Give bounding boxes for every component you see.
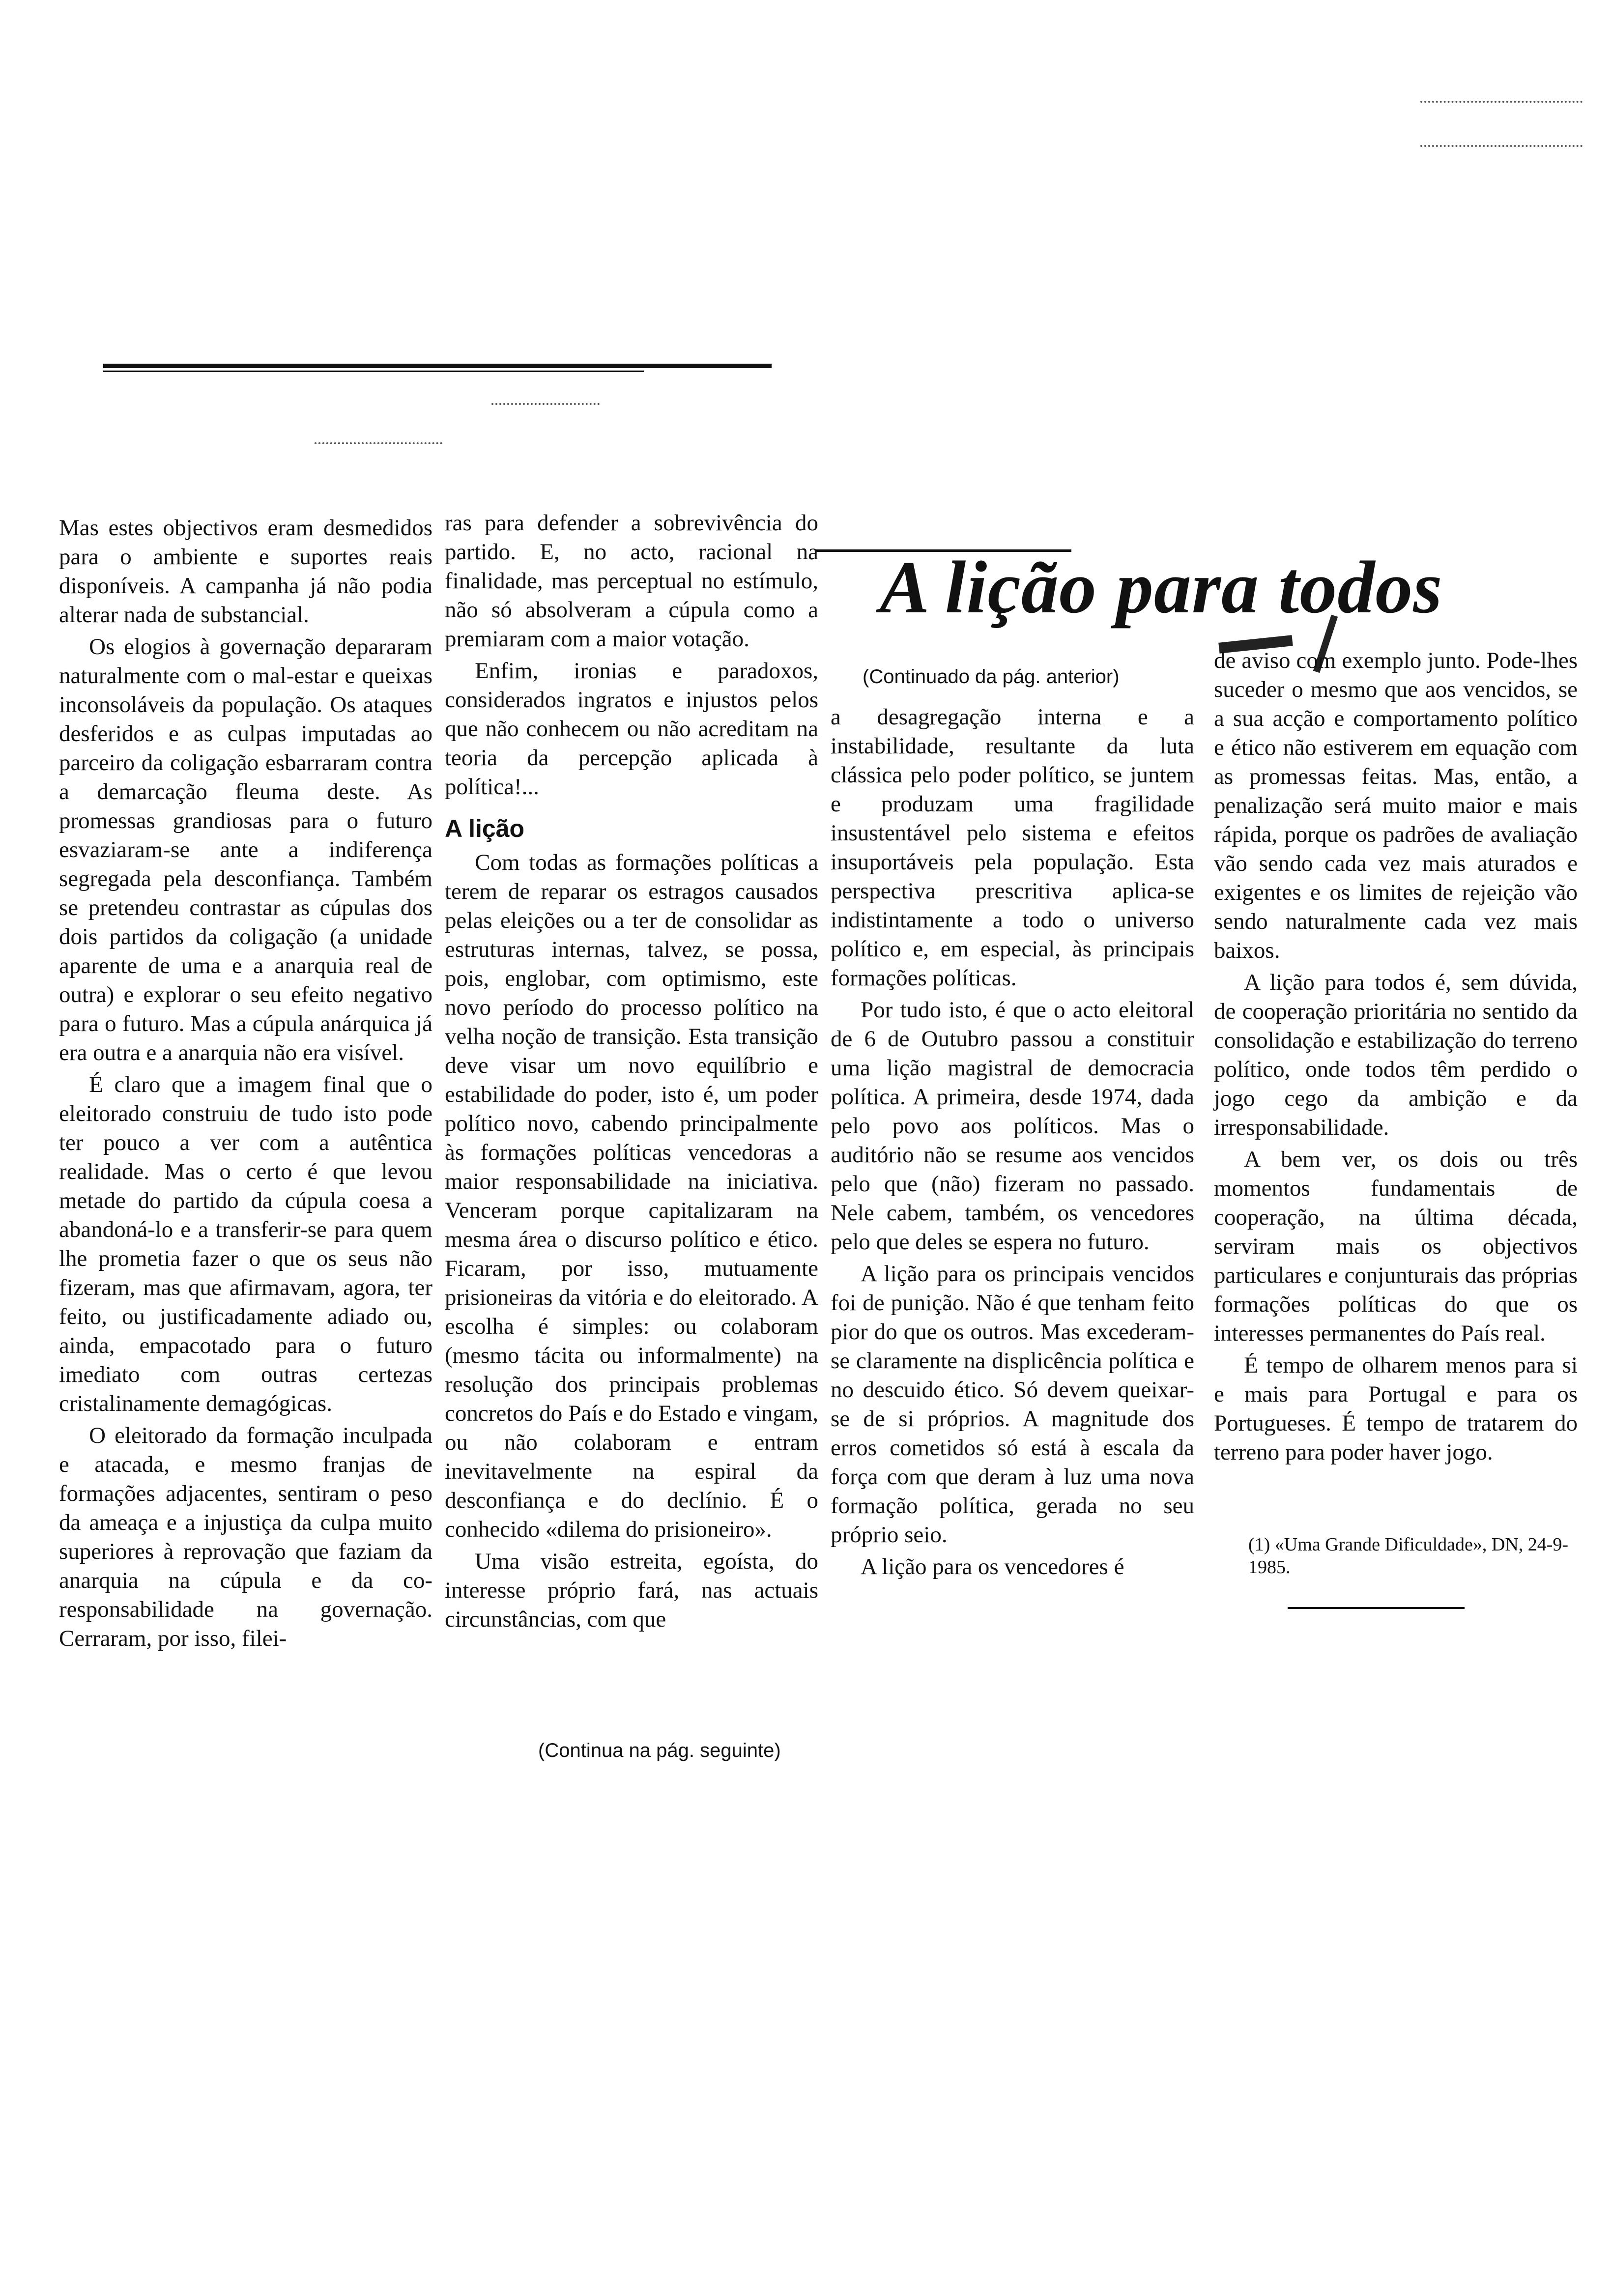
section-subhead: A lição xyxy=(445,815,525,842)
paragraph: A lição para os principais vencidos foi de punição. Não é que tenham feito pior do que os outros. Mas excederam-se claramente na displicência política e no descuido ético. Só devem queixar-se de si próprios. A magnitude dos erros cometidos só está à escala da força com que deram à luz uma nova formação política, gerada no seu próprio seio. xyxy=(831,1261,1194,1548)
scan-dots xyxy=(1420,101,1583,103)
headline: A lição para todos xyxy=(880,546,1443,629)
paragraph: Mas estes objectivos eram desmedidos para o ambiente e suportes reais disponíveis. A campanha já não podia alterar nada de substancial. xyxy=(59,515,432,628)
top-rule-thin xyxy=(103,371,644,372)
article-column-2 xyxy=(445,509,818,1634)
paragraph: A lição para todos é, sem dúvida, de cooperação prioritária no sentido da consolidação e estabilização do terreno político, onde todos têm perdido o jogo cego da ambição e da irresponsabilidade. xyxy=(1214,970,1578,1140)
paragraph: de aviso com exemplo junto. Pode-lhes suceder o mesmo que aos vencidos, se a sua acção e comportamento político e ético não estiverem em equação com as promessas feitas. Mas, então, a penalização será muito maior e mais rápida, porque os padrões de avaliação vão sendo cada vez mais aturados e exigentes e os limites de rejeição vão sendo naturalmente cada vez mais baixos. xyxy=(1214,648,1578,963)
top-rule xyxy=(103,364,772,368)
paragraph: Os elogios à governação depararam naturalmente com o mal-estar e queixas inconsoláveis da população. Os ataques desferidos e as culpas imputadas ao parceiro da coligação esbarraram contra a demarcação fleuma deste. As promessas grandiosas para o futuro esvaziaram-se ante a indiferença segregada pela desconfiança. Também se pretendeu contrastar as cúpulas dos dois partidos da coligação (a unidade aparente de uma e a anarquia real de outra) e explorar o seu efeito negativo para o futuro. Mas a cúpula anárquica já era outra e a anarquia não era visível. xyxy=(59,634,432,1065)
paragraph: Enfim, ironias e paradoxos, considerados ingratos e injustos pelos que não conhecem ou não acreditam na teoria da percepção aplicada à política!... xyxy=(445,658,818,800)
paragraph: a desagregação interna e a instabilidade, resultante da luta clássica pelo poder político, se juntem e produzam uma fragilidade insustentável pelo sistema e efeitos insuportáveis pela população. Esta perspectiva prescritiva aplica-se indistintamente a todo o universo político e, em especial, às principais formações políticas. xyxy=(831,704,1194,991)
paragraph: A bem ver, os dois ou três momentos fundamentais de cooperação, na última década, serviram mais os objectivos particulares e conjunturais das próprias formações políticas do que os interesses permanentes do País real. xyxy=(1214,1147,1578,1346)
paragraph: O eleitorado da formação inculpada e atacada, e mesmo franjas de formações adjacentes, sentiram o peso da ameaça e a injustiça da culpa muito superiores à reprovação que faziam da anarquia na cúpula e da co-responsabilidade na governação. Cerraram, por isso, filei- xyxy=(59,1423,432,1651)
article-column-1 xyxy=(59,514,432,1653)
continued-next-page: (Continua na pág. seguinte) xyxy=(538,1740,781,1761)
paragraph: A lição para os vencedores é xyxy=(861,1554,1124,1579)
paragraph: Com todas as formações políticas a terem de reparar os estragos causados pelas eleições ou a ter de consolidar as estruturas internas, talvez, se possa, pois, englobar, com optimismo, este novo período do processo político na velha noção de transição. Esta transição deve visar um novo equilíbrio e estabilidade do poder, isto é, um poder político novo, cabendo principalmente às formações políticas vencedoras a maior responsabilidade na iniciativa. Venceram porque capitalizaram na mesma área o discurso político e ético. Ficaram, por isso, mutuamente prisioneiras da vitória e do eleitorado. A escolha é simples: ou colaboram (mesmo tácita ou informalmente) na resolução dos principais problemas concretos do País e do Estado e vingam, ou não colaboram e entram inevitavelmente na espiral da desconfiança e do declínio. É o conhecido «dilema do prisioneiro». xyxy=(445,850,818,1542)
article-column-4 xyxy=(1214,646,1578,1467)
paragraph: Por tudo isto, é que o acto eleitoral de 6 de Outubro passou a constituir uma lição magistral de democracia política. A primeira, desde 1974, dada pelo povo aos políticos. Mas o auditório não se resume aos vencidos pelo que (não) fizeram no passado. Nele cabem, também, os vencedores pelo que deles se espera no futuro. xyxy=(831,997,1194,1255)
paragraph: É tempo de olharem menos para si e mais para Portugal e para os Portugueses. É tempo de tratarem do terreno para poder haver jogo. xyxy=(1214,1352,1578,1465)
footnote-rule xyxy=(1288,1607,1465,1609)
scan-dots xyxy=(315,442,442,444)
paragraph: ras para defender a sobrevivência do partido. E, no acto, racional na finalidade, mas perceptual no estímulo, não só absolveram a cúpula como a premiaram com a maior votação. xyxy=(445,510,818,652)
scan-dots xyxy=(1420,145,1583,147)
footnote: (1) «Uma Grande Dificuldade», DN, 24-9-1985. xyxy=(1248,1534,1569,1578)
continued-from-page: (Continuado da pág. anterior) xyxy=(863,666,1120,688)
article-column-3 xyxy=(831,703,1194,1581)
paragraph: É claro que a imagem final que o eleitorado construiu de tudo isto pode ter pouco a ver com a autêntica realidade. Mas o certo é que levou metade do partido da cúpula coesa a abandoná-lo e a transferir-se para quem lhe prometia fazer o que os seus não fizeram, mas que afirmavam, agora, ter feito, ou justificadamente adiado ou, ainda, empacotado para o futuro imediato com outras certezas cristalinamente demagógicas. xyxy=(59,1072,432,1416)
scan-dots xyxy=(491,403,600,405)
paragraph: Uma visão estreita, egoísta, do interesse próprio fará, nas actuais circunstâncias, com que xyxy=(445,1549,818,1632)
